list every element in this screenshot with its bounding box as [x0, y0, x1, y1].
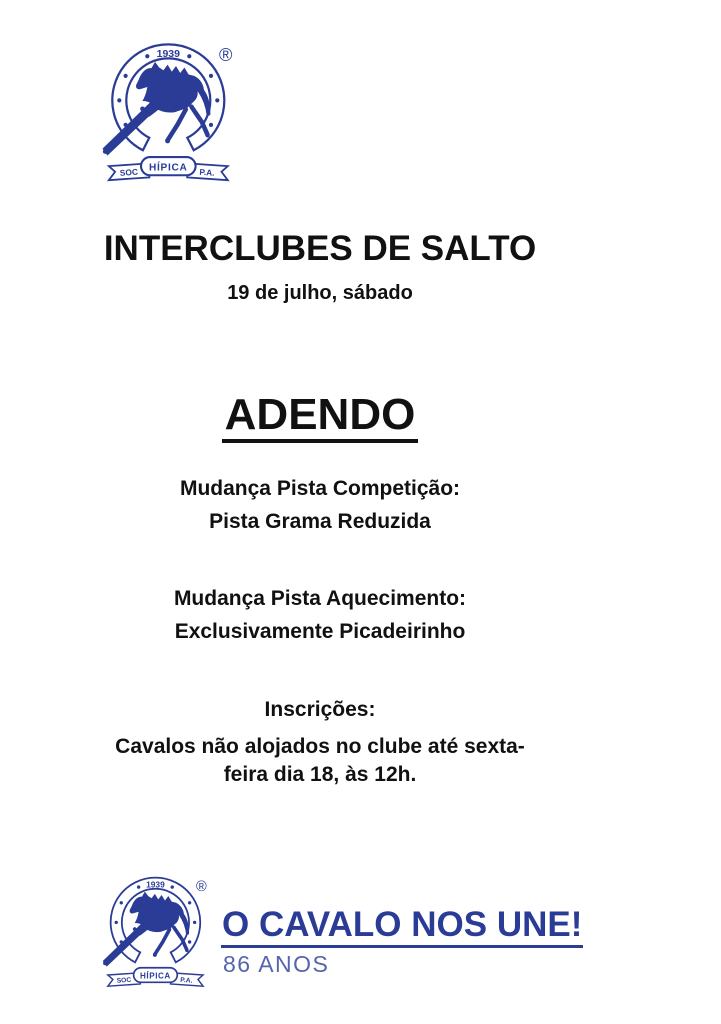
club-logo-top	[99, 35, 239, 186]
event-date: 19 de julho, sábado	[227, 282, 413, 304]
horse-front-leg	[103, 100, 160, 156]
horse-front-leg	[103, 922, 148, 967]
logo-year-text: 1939	[146, 879, 165, 890]
horse-hoof	[185, 949, 188, 952]
banner-hipica-text: HÍPICA	[149, 162, 188, 174]
section-inscriptions-value: Cavalos não alojados no clube até sexta-feira dia 18, às 12h.	[115, 735, 525, 786]
page-title: INTERCLUBES DE SALTO	[103, 229, 537, 268]
horse-hoof	[205, 133, 209, 137]
addendum-heading: ADENDO	[222, 393, 419, 443]
horse-hoof	[103, 961, 107, 965]
section-warmup-value: Exclusivamente Picadeirinho	[174, 620, 466, 643]
banner-pa-text: P.A.	[180, 976, 193, 985]
anniversary-text: 86 ANOS	[223, 951, 330, 977]
club-slogan: O CAVALO NOS UNE!	[221, 907, 583, 948]
logo-banner	[108, 968, 203, 986]
addendum-heading-row	[0, 390, 640, 443]
registered-mark-icon: ®	[218, 45, 233, 66]
banner-soc-text: SOC	[119, 166, 139, 178]
horse-hoof	[103, 149, 108, 154]
section-competition-label: Mudança Pista Competição:	[179, 477, 461, 500]
logo-banner	[109, 157, 228, 180]
horse-hoof	[153, 953, 157, 957]
club-logo-bottom	[100, 870, 212, 991]
section-inscriptions-label: Inscrições:	[264, 698, 376, 721]
logo-year-text: 1939	[156, 47, 180, 60]
horse-hoof	[165, 139, 170, 144]
registered-mark-icon: ®	[196, 879, 207, 896]
banner-pa-text: P.A.	[199, 166, 215, 178]
banner-soc-text: SOC	[116, 976, 132, 985]
section-warmup-label: Mudança Pista Aquecimento:	[173, 587, 467, 610]
banner-hipica-text: HÍPICA	[140, 971, 171, 981]
section-competition-value: Pista Grama Reduzida	[209, 510, 431, 533]
